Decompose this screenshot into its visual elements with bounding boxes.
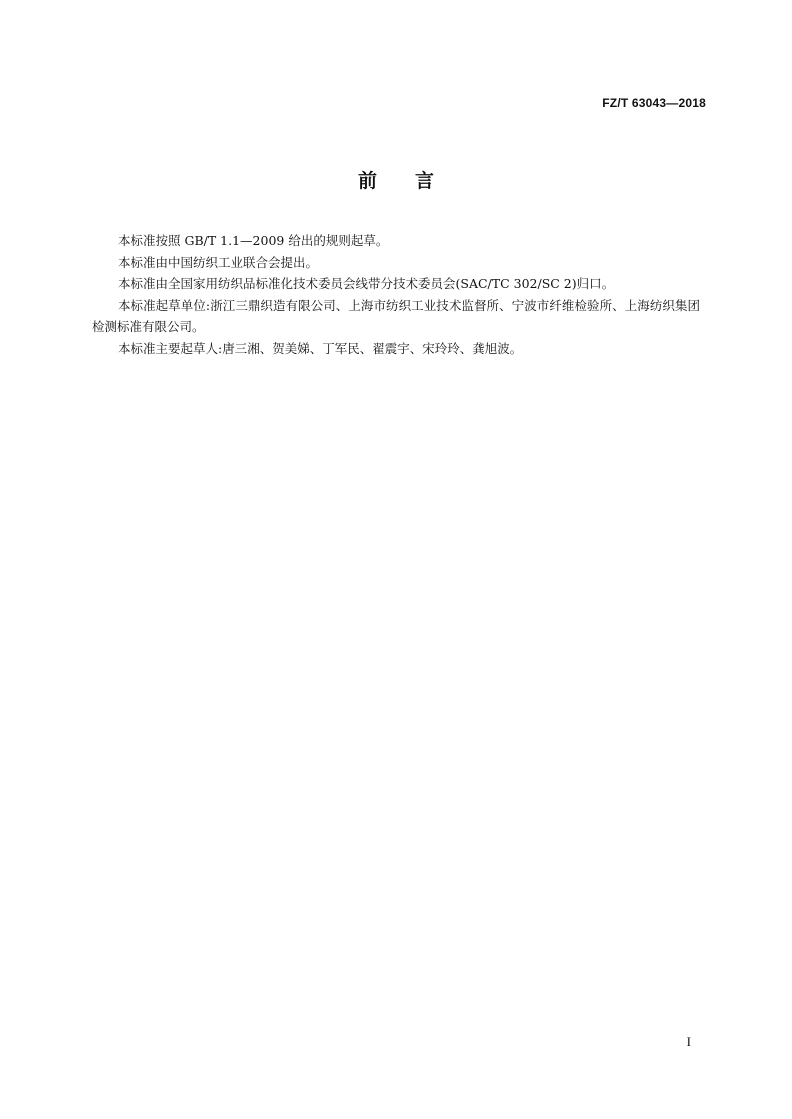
paragraph-drafting-units: 本标准起草单位:浙江三鼎织造有限公司、上海市纺织工业技术监督所、宁波市纤维检验所、上海纺织集团检测标准有限公司。 <box>92 297 700 334</box>
paragraph-drafters: 本标准主要起草人:唐三湘、贺美娣、丁军民、翟震宇、宋玲玲、龚旭波。 <box>118 340 523 356</box>
paragraph-drafting-rules: 本标准按照 GB/T 1.1—2009 给出的规则起草。 <box>118 233 389 248</box>
paragraph-proposer: 本标准由中国纺织工业联合会提出。 <box>118 254 319 270</box>
title-char-2: 言 <box>415 170 435 192</box>
title-char-1: 前 <box>357 170 377 192</box>
page-title <box>0 166 792 193</box>
foreword-body <box>92 230 700 359</box>
standard-code: FZ/T 63043—2018 <box>602 96 706 110</box>
page-number: I <box>686 1034 691 1049</box>
paragraph-administration: 本标准由全国家用纺织品标准化技术委员会线带分技术委员会(SAC/TC 302/SC 2)归口。 <box>118 276 615 291</box>
